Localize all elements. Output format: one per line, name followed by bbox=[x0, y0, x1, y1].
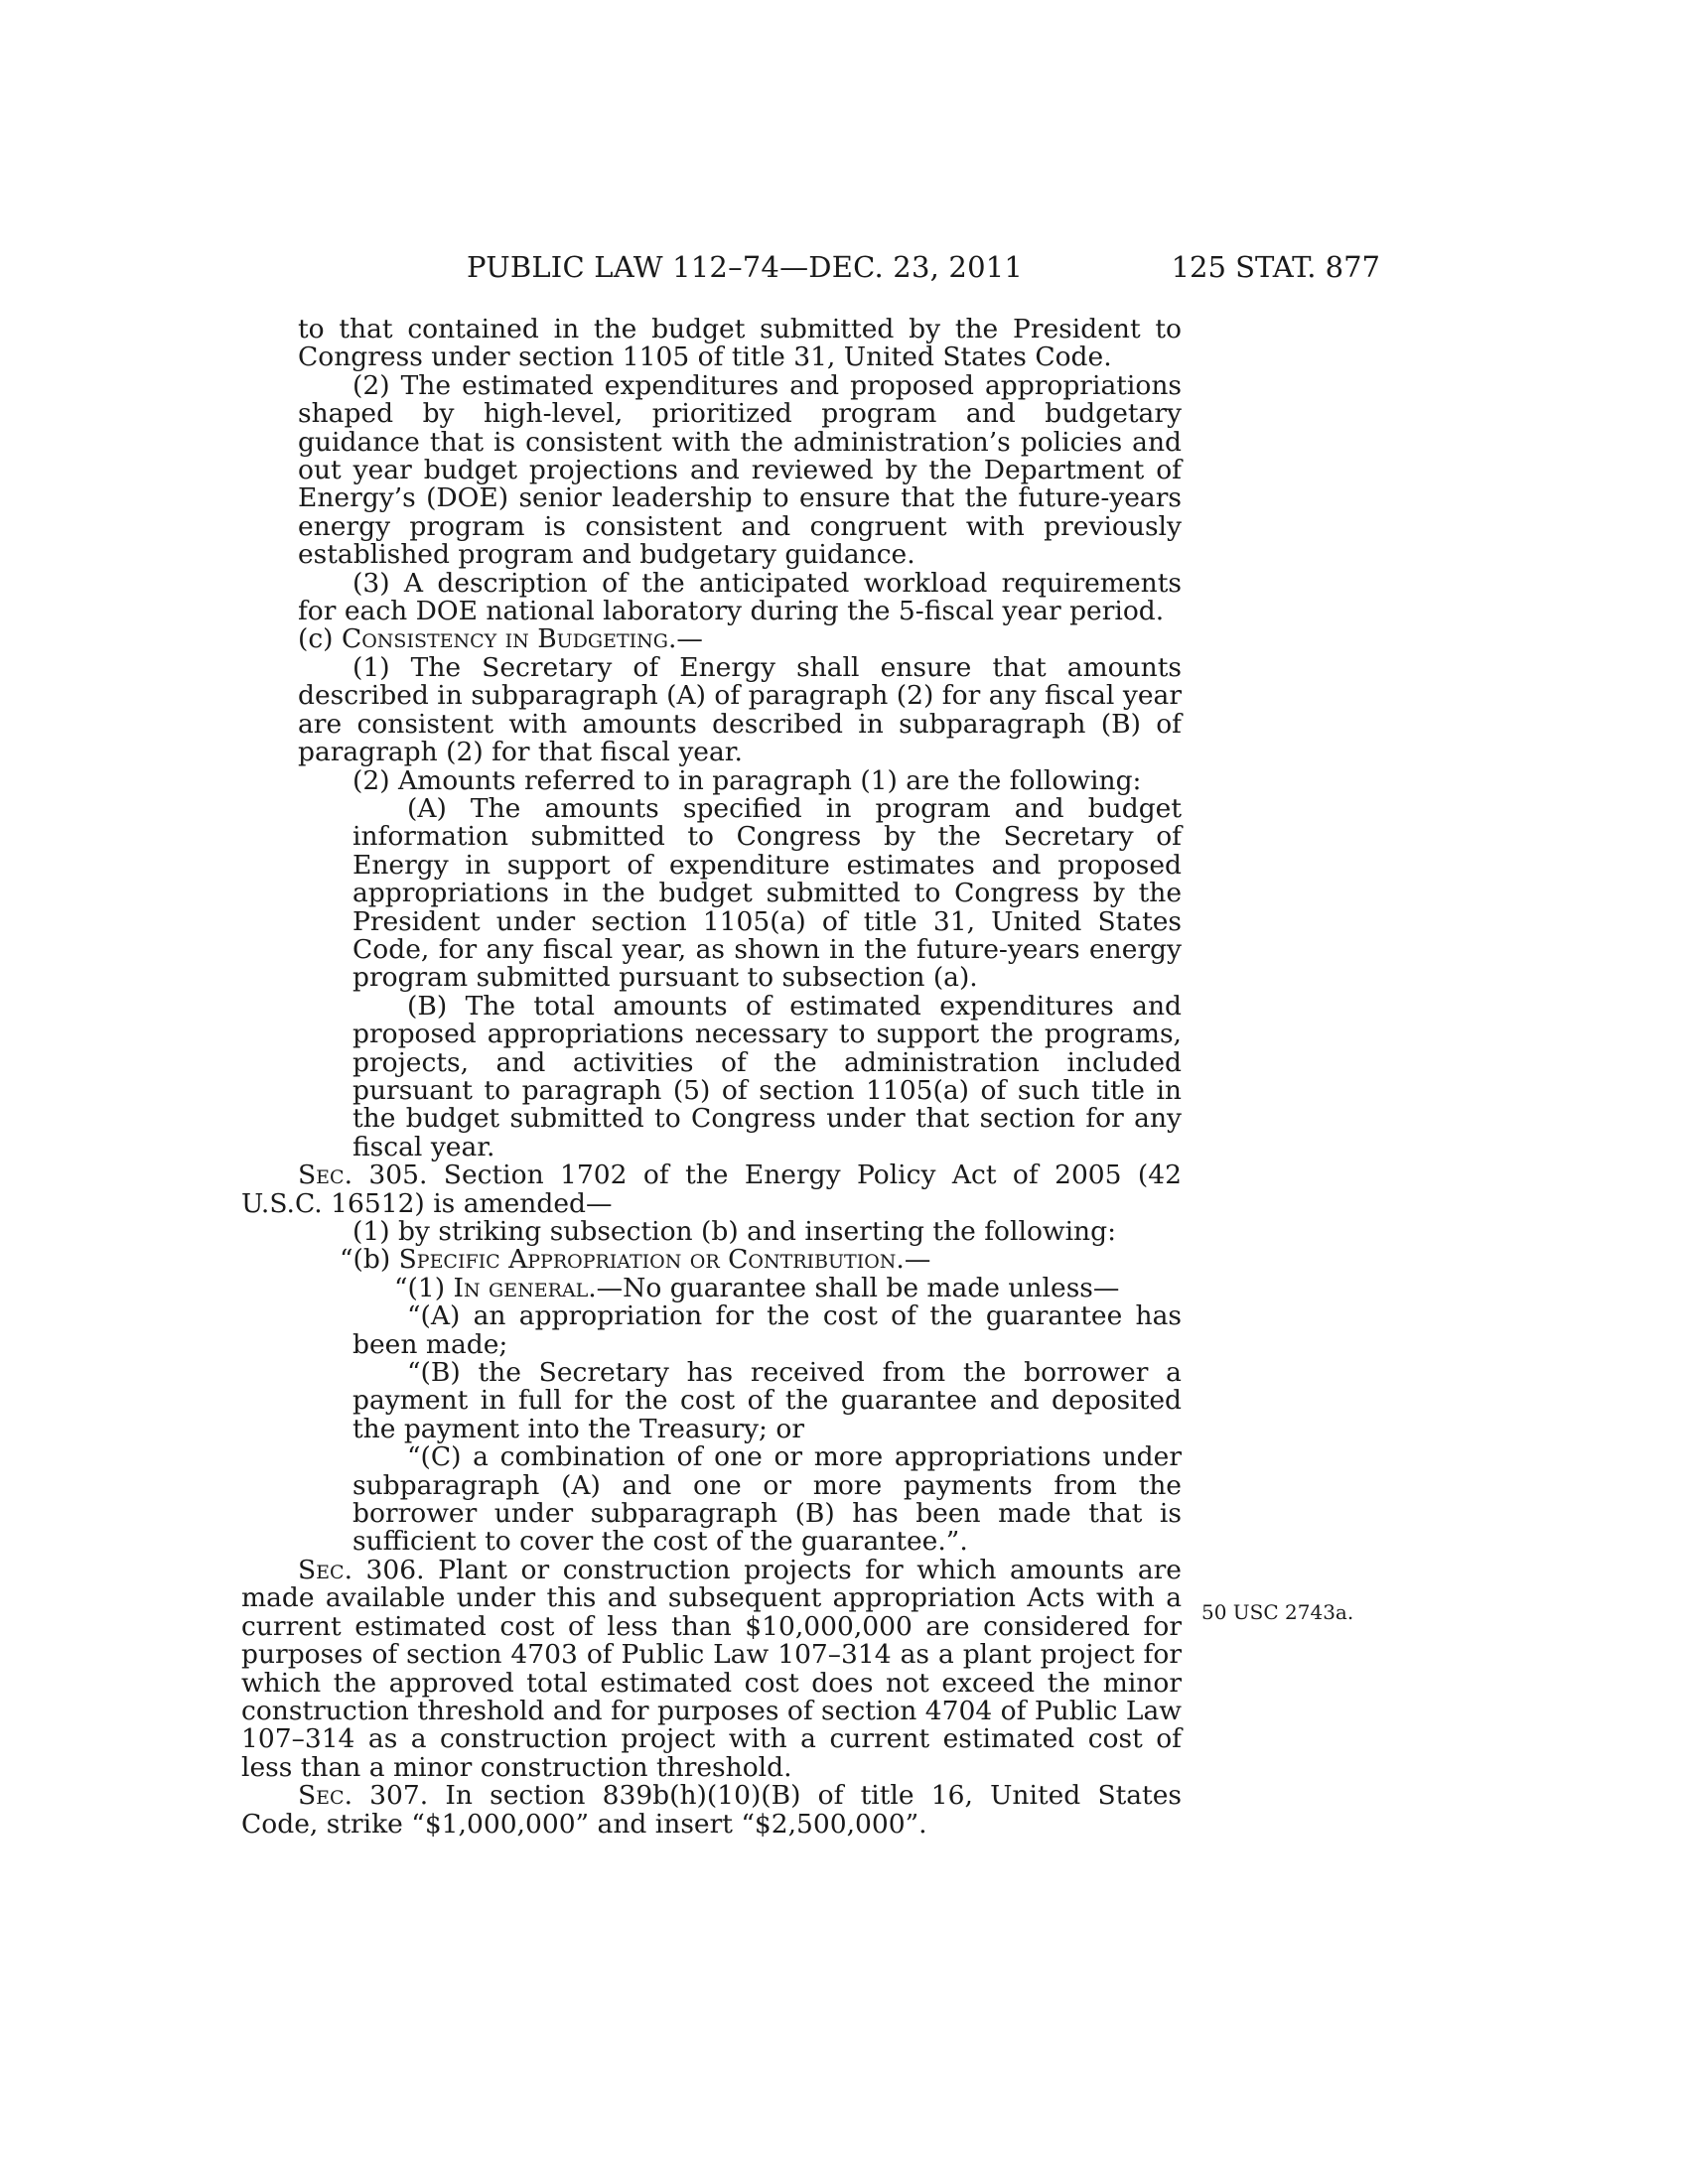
paragraph-c1: (1) The Secretary of Energy shall ensure that amounts described in subparagraph (A) of paragraph (2) for any fiscal year are consistent with amounts described in subparagraph (B) of paragraph (2) for that fiscal year. bbox=[298, 651, 1182, 768]
law-text-body bbox=[241, 314, 1182, 1840]
subsection-c-title: Consistency in Budgeting bbox=[341, 623, 668, 655]
inserted-b-title: Specific Appropriation or Contribution bbox=[398, 1244, 897, 1276]
section-307 bbox=[241, 1782, 1182, 1839]
inserted-subsection-b-heading bbox=[298, 1246, 1182, 1274]
inserted-1-text: .—No guarantee shall be made unless— bbox=[588, 1272, 1120, 1303]
subsection-c-suffix: .— bbox=[667, 623, 703, 655]
subsection-c-prefix: (c) bbox=[298, 623, 342, 655]
section-305-item-1: (1) by striking subsection (b) and inserting the following: bbox=[352, 1216, 1117, 1247]
inserted-subparagraph-b: “(B) the Secretary has received from the borrower a payment in full for the cost of the guarantee and deposited the payment into the Treasury; or bbox=[352, 1357, 1182, 1444]
inserted-b-suffix: .— bbox=[896, 1244, 931, 1276]
page-header bbox=[467, 250, 1380, 290]
paragraph-continuation: to that contained in the budget submitted by the President to Congress under section 1105 of title 31, United States Code. bbox=[298, 314, 1182, 373]
subsection-c-heading bbox=[298, 625, 1182, 653]
paragraph-c2: (2) Amounts referred to in paragraph (1) are the following: bbox=[352, 764, 1142, 796]
paragraph-b2: (2) The estimated expenditures and proposed appropriations shaped by high-level, prioritized program and budgetary guidance that is consistent with the administration’s policies and out year budget projections and reviewed by the Department of Energy’s (DOE) senior leadership to ensure that the future-years energy program is consistent and congruent with previously established program and budgetary guidance. bbox=[298, 369, 1182, 571]
inserted-b-prefix: “(b) bbox=[340, 1244, 399, 1276]
running-head: PUBLIC LAW 112–74—DEC. 23, 2011 bbox=[467, 250, 1024, 284]
subparagraph-c2a: (A) The amounts specified in program and budget information submitted to Congress by the Secretary of Energy in support of expenditure estimates and proposed appropriations in the budget submitted to Congress by the President under section 1105(a) of title 31, United States Code, for any fiscal year, as shown in the future-years energy program submitted pursuant to subsection (a). bbox=[352, 792, 1182, 994]
section-306-text: . 306. Plant or construction projects for which amounts are made available under this and subsequent appropriation Acts with a current estimated cost of less than $10,000,000 are considered for purposes of section 4703 of Public Law 107–314 as a plant project for which the approved total estimated cost does not exceed the minor construction threshold and for purposes of section 4704 of Public Law 107–314 as a construction project with a current estimated cost of less than a minor construction threshold. bbox=[241, 1554, 1182, 1783]
statute-page-reference: 125 STAT. 877 bbox=[1171, 250, 1380, 284]
section-305 bbox=[241, 1161, 1182, 1218]
inserted-1-title: In general bbox=[453, 1272, 589, 1303]
margin-citation-note: 50 USC 2743a. bbox=[1201, 1600, 1354, 1624]
inserted-subparagraph-c: “(C) a combination of one or more appropriations under subparagraph (A) and one or more payments from the borrower under subparagraph (B) has been made that is sufficient to cover the cost of the guarantee.”. bbox=[352, 1441, 1182, 1558]
section-307-label: Sec bbox=[298, 1780, 345, 1812]
section-306 bbox=[241, 1554, 1182, 1783]
paragraph-b3: (3) A description of the anticipated workload requirements for each DOE national laboratory during the 5-fiscal year period. bbox=[298, 567, 1182, 627]
inserted-1-prefix: “(1) bbox=[394, 1272, 454, 1303]
section-307-text: . 307. In section 839b(h)(10)(B) of title 16, United States Code, strike “$1,000,000” and insert “$2,500,000”. bbox=[241, 1780, 1182, 1840]
inserted-paragraph-1 bbox=[298, 1272, 1182, 1303]
inserted-subparagraph-a: “(A) an appropriation for the cost of the guarantee has been made; bbox=[352, 1300, 1182, 1360]
section-305-label: Sec bbox=[298, 1160, 345, 1191]
section-305-text: . 305. Section 1702 of the Energy Policy Act of 2005 (42 U.S.C. 16512) is amended— bbox=[241, 1160, 1182, 1219]
section-306-label: Sec bbox=[298, 1554, 345, 1585]
subparagraph-c2b: (B) The total amounts of estimated expenditures and proposed appropriations necessary to support the programs, projects, and activities of the administration included pursuant to paragraph (5) of section 1105(a) of such title in the budget submitted to Congress under that section for any fiscal year. bbox=[352, 990, 1182, 1162]
